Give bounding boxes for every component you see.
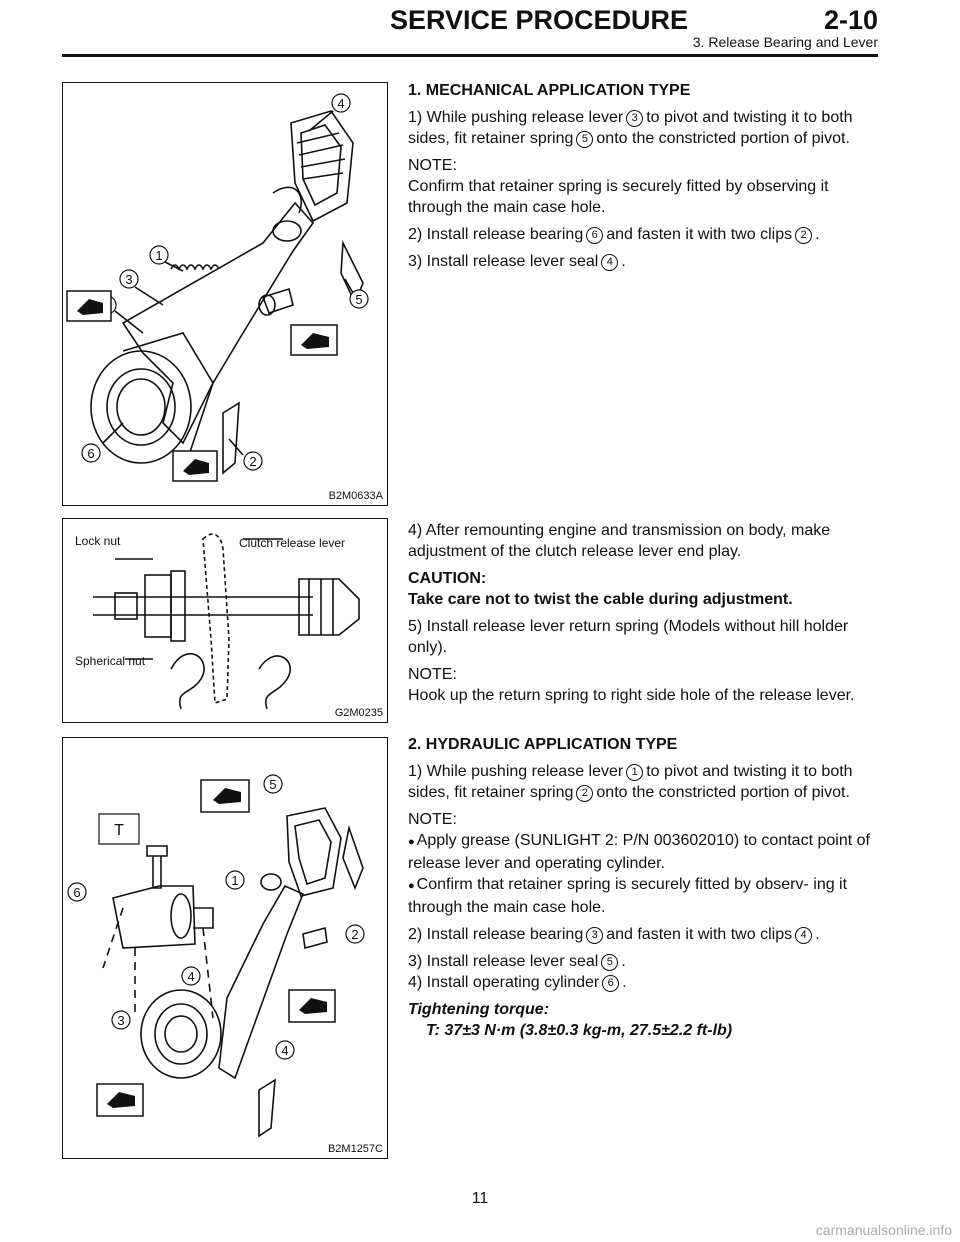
callout-ref: 2 [795,227,812,244]
figure-release-lever-drawing [63,519,389,724]
step-3: 3) Install release lever seal 5 . [408,953,626,970]
callout-6: 6 [73,885,81,900]
callout-ref: 5 [601,954,618,971]
note-label: NOTE: [408,811,457,828]
section-mechanical [408,80,880,278]
section-adjustment [408,520,880,712]
callout-2b: 2 [249,454,257,469]
figure-mechanical [62,82,388,506]
callout-2: 2 [351,927,359,942]
callout-5: 5 [269,777,277,792]
note-label: NOTE: [408,157,457,174]
note-text: Confirm that retainer spring is securely fitted by observing it through the main case hole. [408,178,829,216]
step-4: 4) After remounting engine and transmission on body, make adjustment of the clutch release lever end play. [408,522,831,560]
callout-ref: 5 [576,131,593,148]
callout-ref: 4 [795,927,812,944]
step-1: 1) While pushing release lever 3 to pivot and twisting it to both sides, fit retainer spring 5 onto the constricted portion of pivot. [408,109,853,147]
callout-6: 6 [87,446,95,461]
figure-caption: B2M0633A [328,490,383,502]
section-subtitle: 3. Release Bearing and Lever [692,34,878,50]
callout-3: 3 [125,272,133,287]
header-rule [62,54,878,57]
step-2: 2) Install release bearing 3 and fasten it with two clips 4 . [408,926,820,943]
label-spherical-nut: Spherical nut [75,654,146,668]
torque-value: T: 37±3 N·m (3.8±0.3 kg-m, 27.5±2.2 ft-lb) [426,1022,733,1039]
callout-ref: 3 [586,927,603,944]
callout-1: 1 [155,248,163,263]
figure-hydraulic [62,737,388,1159]
callout-5: 5 [355,292,363,307]
callout-ref: 4 [601,254,618,271]
caution-label: CAUTION: [408,570,487,587]
callout-ref: 6 [586,227,603,244]
callout-1: 1 [231,873,239,888]
figure-caption: G2M0235 [334,707,383,719]
heading-hydraulic: 2. HYDRAULIC APPLICATION TYPE [408,736,678,753]
figure-caption: B2M1257C [327,1143,383,1155]
section-code: 2-10 [823,5,878,35]
callout-4: 4 [187,969,195,984]
callout-T: T [114,822,124,839]
callout-ref: 6 [602,975,619,992]
callout-ref: 3 [626,110,643,127]
step-4: 4) Install operating cylinder 6 . [408,974,627,991]
callout-ref: 1 [626,764,643,781]
callout-4: 4 [337,96,345,111]
caution-text: Take care not to twist the cable during adjustment. [408,591,793,608]
section-hydraulic [408,734,880,1047]
callout-4b: 4 [281,1043,289,1058]
step-1: 1) While pushing release lever 1 to pivot and twisting it to both sides, fit retainer spring 2 onto the constricted portion of pivot. [408,763,853,801]
heading-mechanical: 1. MECHANICAL APPLICATION TYPE [408,82,691,99]
label-clutch-release-lever: Clutch release lever [239,536,346,550]
figure-release-lever [62,518,388,723]
figure-mechanical-drawing [63,83,389,507]
note-text: Hook up the return spring to right side hole of the release lever. [408,687,855,704]
page-number: 11 [471,1190,489,1207]
step-3: 3) Install release lever seal 4 . [408,253,626,270]
callout-ref: 2 [576,785,593,802]
step-5: 5) Install release lever return spring (Models without hill holder only). [408,618,849,656]
label-lock-nut: Lock nut [75,534,121,548]
note-bullet: ● Confirm that retainer spring is securely fitted by observ- ing it through the main case hole. [408,874,880,918]
note-label: NOTE: [408,666,457,683]
callout-3: 3 [117,1013,125,1028]
step-2: 2) Install release bearing 6 and fasten it with two clips 2 . [408,226,820,243]
grease-icon [67,291,337,481]
torque-label: Tightening torque: [408,1001,550,1018]
note-bullet: ● Apply grease (SUNLIGHT 2: P/N 003602010) to contact point of release lever and operating cylinder. [408,830,880,874]
figure-hydraulic-drawing [63,738,389,1160]
watermark: carmanualsonline.info [815,1222,952,1238]
section-title: SERVICE PROCEDURE [390,5,689,35]
